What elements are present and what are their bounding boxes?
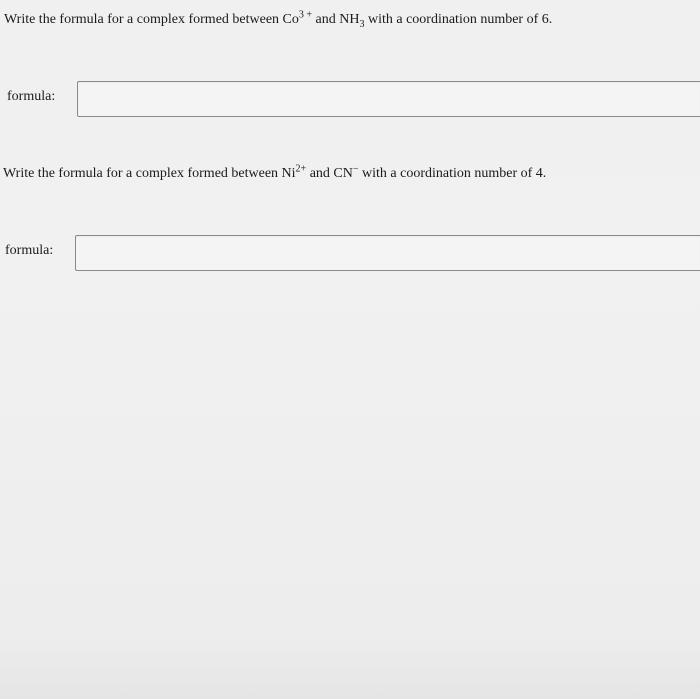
- question-2-metal-charge: 2+: [295, 163, 307, 175]
- question-1-prefix: Write the formula for a complex formed between Co: [4, 12, 299, 27]
- question-1-metal-charge: 3 +: [298, 9, 313, 21]
- question-2-ligand-charge: −: [352, 163, 359, 175]
- formula-2-input[interactable]: [75, 235, 700, 271]
- formula-1-input[interactable]: [77, 81, 700, 117]
- formula-2-label: formula:: [5, 243, 54, 258]
- formula-1-label: formula:: [7, 89, 56, 104]
- question-2-prefix: Write the formula for a complex formed between Ni: [3, 166, 296, 181]
- background-shading: [0, 639, 700, 699]
- question-2-middle: and CN: [306, 166, 353, 181]
- question-1-suffix: with a coordination number of 6.: [364, 12, 553, 27]
- question-1-text: [4, 9, 553, 30]
- question-2-text: [3, 163, 547, 182]
- question-1-ligand-subscript: 3: [359, 18, 365, 30]
- question-1-middle: and NH: [312, 12, 360, 27]
- question-2-suffix: with a coordination number of 4.: [358, 166, 547, 181]
